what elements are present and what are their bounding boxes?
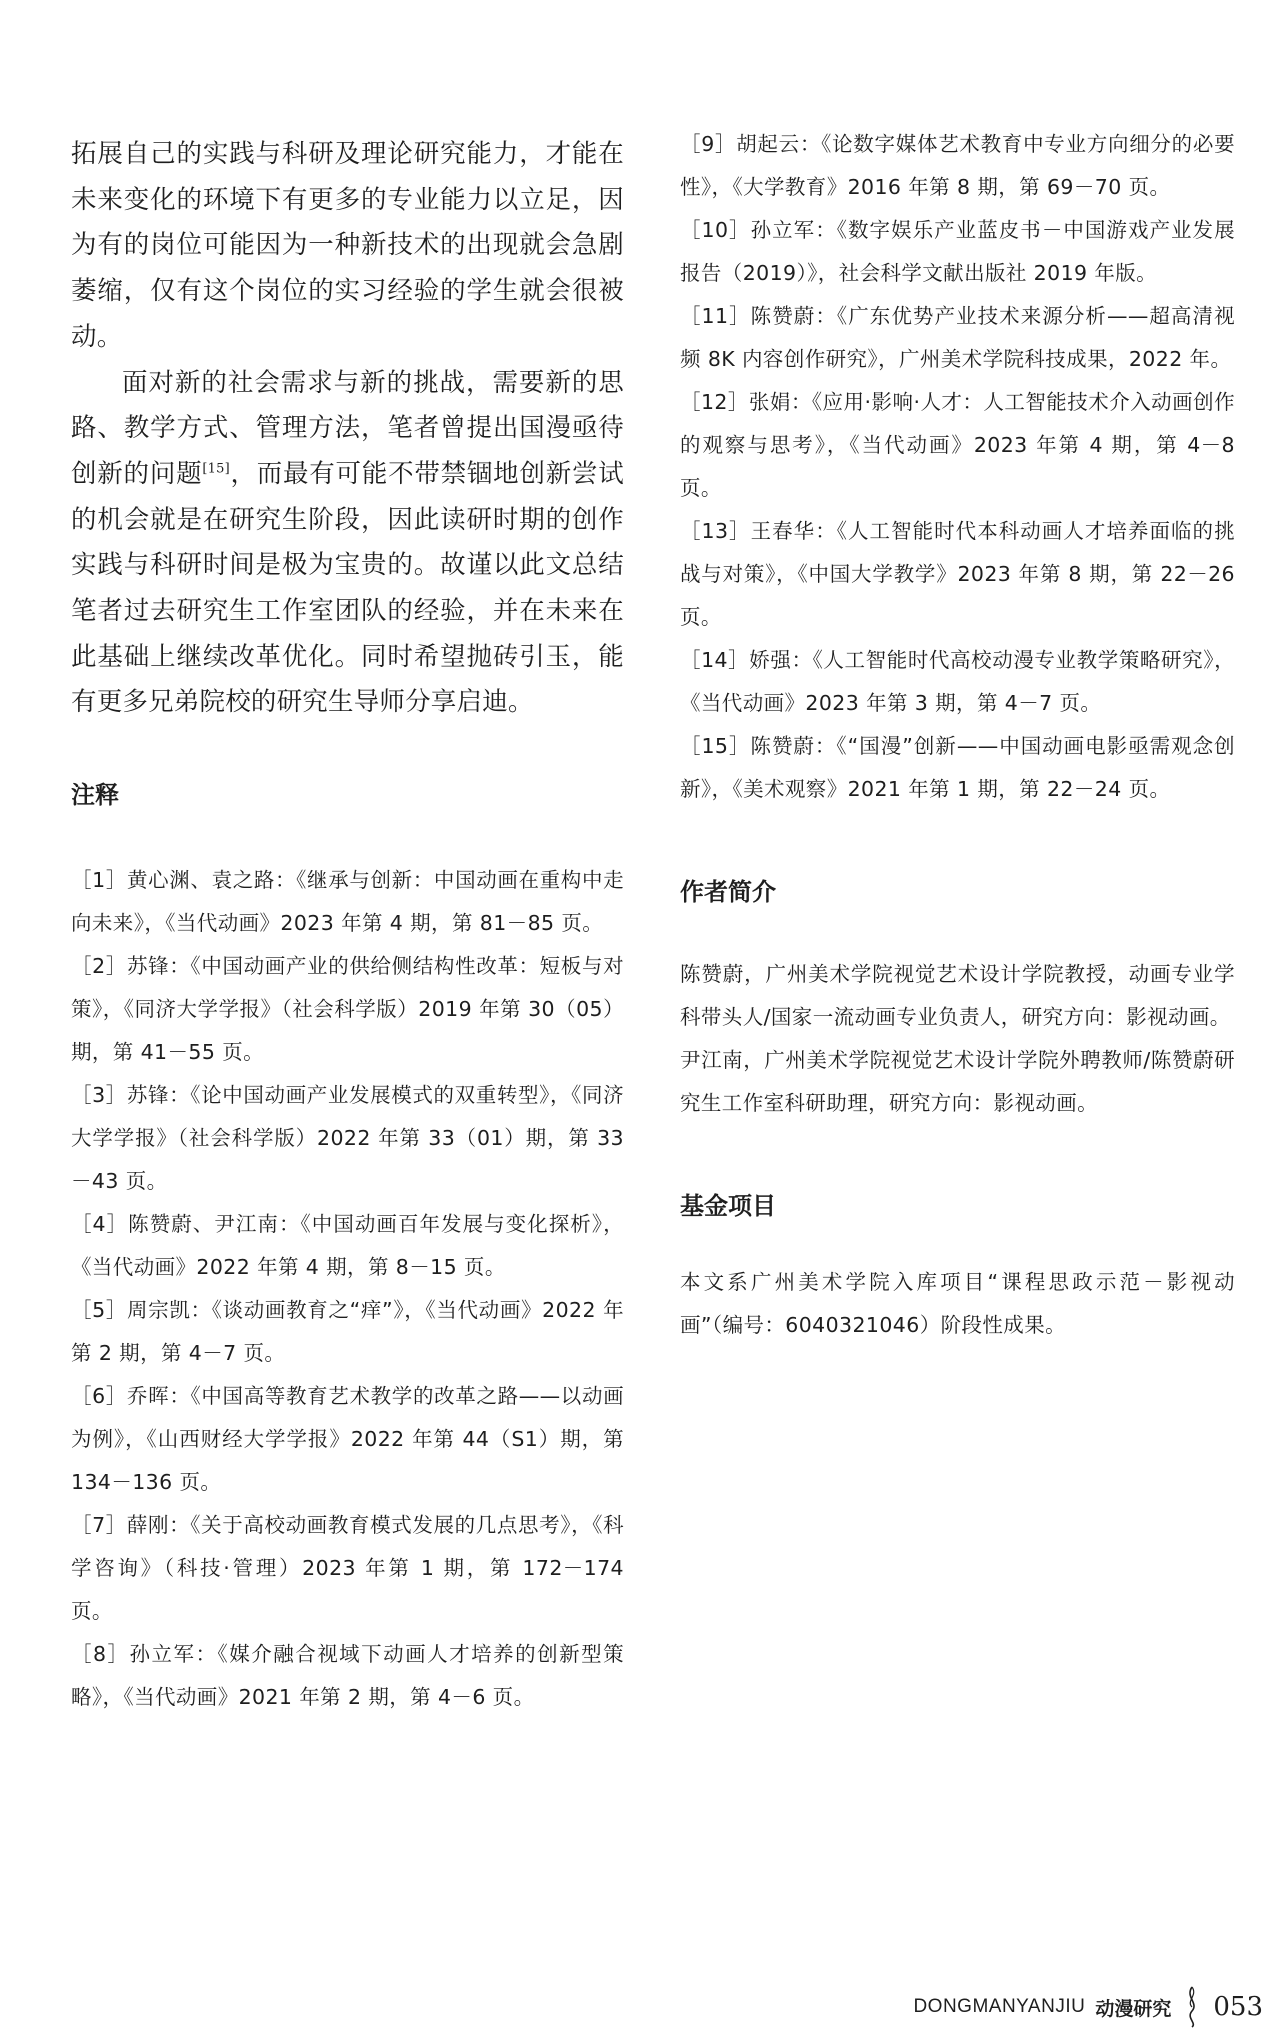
body-paragraph	[71, 361, 624, 727]
reference-item: ［14］娇强：《人工智能时代高校动漫专业教学策略研究》，《当代动画》2023 年第 3 期，第 4－7 页。	[680, 648, 1235, 715]
author-heading: 作者简介	[680, 878, 776, 906]
page-footer	[913, 1989, 1263, 2025]
references-list	[71, 859, 624, 1719]
author-bio: 陈赞蔚，广州美术学院视觉艺术设计学院教授，动画专业学科带头人/国家一流动画专业负责人，研究方向：影视动画。	[680, 962, 1235, 1029]
body-paragraph: 拓展自己的实践与科研及理论研究能力，才能在未来变化的环境下有更多的专业能力以立足，因为有的岗位可能因为一种新技术的出现就会急剧萎缩，仅有这个岗位的实习经验的学生就会很被动。	[71, 139, 624, 352]
reference-item: ［4］陈赞蔚、尹江南：《中国动画百年发展与变化探析》，《当代动画》2022 年第 4 期，第 8－15 页。	[71, 1212, 624, 1280]
fund-text: 本文系广州美术学院入库项目“课程思政示范－影视动画”（编号：6040321046）阶段性成果。	[680, 1270, 1235, 1337]
reference-item: ［6］乔晖：《中国高等教育艺术教学的改革之路——以动画为例》，《山西财经大学学报》2022 年第 44（S1）期，第 134－136 页。	[71, 1384, 624, 1495]
reference-item: ［11］陈赞蔚：《广东优势产业技术来源分析——超高清视频 8K 内容创作研究》，广州美术学院科技成果，2022 年。	[680, 304, 1235, 371]
reference-item: ［12］张娟：《应用·影响·人才：人工智能技术介入动画创作的观察与思考》，《当代动画》2023 年第 4 期，第 4－8 页。	[680, 390, 1235, 500]
author-bio: 尹江南，广州美术学院视觉艺术设计学院外聘教师/陈赞蔚研究生工作室科研助理，研究方向：影视动画。	[680, 1048, 1235, 1115]
reference-item: ［9］胡起云：《论数字媒体艺术教育中专业方向细分的必要性》，《大学教育》2016 年第 8 期，第 69－70 页。	[680, 132, 1235, 199]
journal-name-cn: 动漫研究	[1095, 1997, 1172, 2020]
reference-item: ［15］陈赞蔚：《“国漫”创新——中国动画电影亟需观念创新》，《美术观察》2021 年第 1 期，第 22－24 页。	[680, 734, 1235, 801]
fund-heading: 基金项目	[680, 1192, 776, 1220]
paragraph-text: 面对新的社会需求与新的挑战，需要新的思路、教学方式、管理方法，笔者曾提出国漫亟待创新的问题	[71, 367, 624, 489]
page-number: 053	[1213, 1992, 1263, 2022]
reference-item: ［8］孙立军：《媒介融合视域下动画人才培养的创新型策略》，《当代动画》2021 年第 2 期，第 4－6 页。	[71, 1642, 624, 1710]
citation-superscript: [15]	[202, 461, 230, 477]
reference-item: ［1］黄心渊、袁之路：《继承与创新：中国动画在重构中走向未来》，《当代动画》2023 年第 4 期，第 81－85 页。	[71, 868, 624, 936]
reference-item: ［5］周宗凯：《谈动画教育之“痒”》，《当代动画》2022 年第 2 期，第 4－7 页。	[71, 1298, 624, 1366]
reference-item: ［3］苏锋：《论中国动画产业发展模式的双重转型》，《同济大学学报》（社会科学版）2022 年第 33（01）期，第 33－43 页。	[71, 1083, 624, 1194]
journal-name-en: DONGMANYANJIU	[913, 1996, 1086, 2017]
ornament-icon	[1181, 1985, 1203, 2029]
reference-item: ［2］苏锋：《中国动画产业的供给侧结构性改革：短板与对策》，《同济大学学报》（社会科学版）2019 年第 30（05）期，第 41－55 页。	[71, 954, 624, 1065]
paragraph-text: ，而最有可能不带禁锢地创新尝试的机会就是在研究生阶段，因此读研时期的创作实践与科研时间是极为宝贵的。故谨以此文总结笔者过去研究生工作室团队的经验，并在未来在此基础上继续改革优化。同时希望抛砖引玉，能有更多兄弟院校的研究生导师分享启迪。	[71, 458, 624, 718]
references-list-continued	[680, 123, 1235, 811]
right-column	[680, 132, 1235, 1347]
reference-item: ［10］孙立军：《数字娱乐产业蓝皮书－中国游戏产业发展报告（2019）》，社会科学文献出版社 2019 年版。	[680, 218, 1235, 285]
reference-item: ［13］王春华：《人工智能时代本科动画人才培养面临的挑战与对策》，《中国大学教学》2023 年第 8 期，第 22－26 页。	[680, 519, 1235, 629]
left-column	[71, 132, 624, 1719]
notes-heading: 注释	[71, 781, 119, 810]
reference-item: ［7］薛刚：《关于高校动画教育模式发展的几点思考》，《科学咨询》（科技·管理）2023 年第 1 期，第 172－174 页。	[71, 1513, 624, 1624]
